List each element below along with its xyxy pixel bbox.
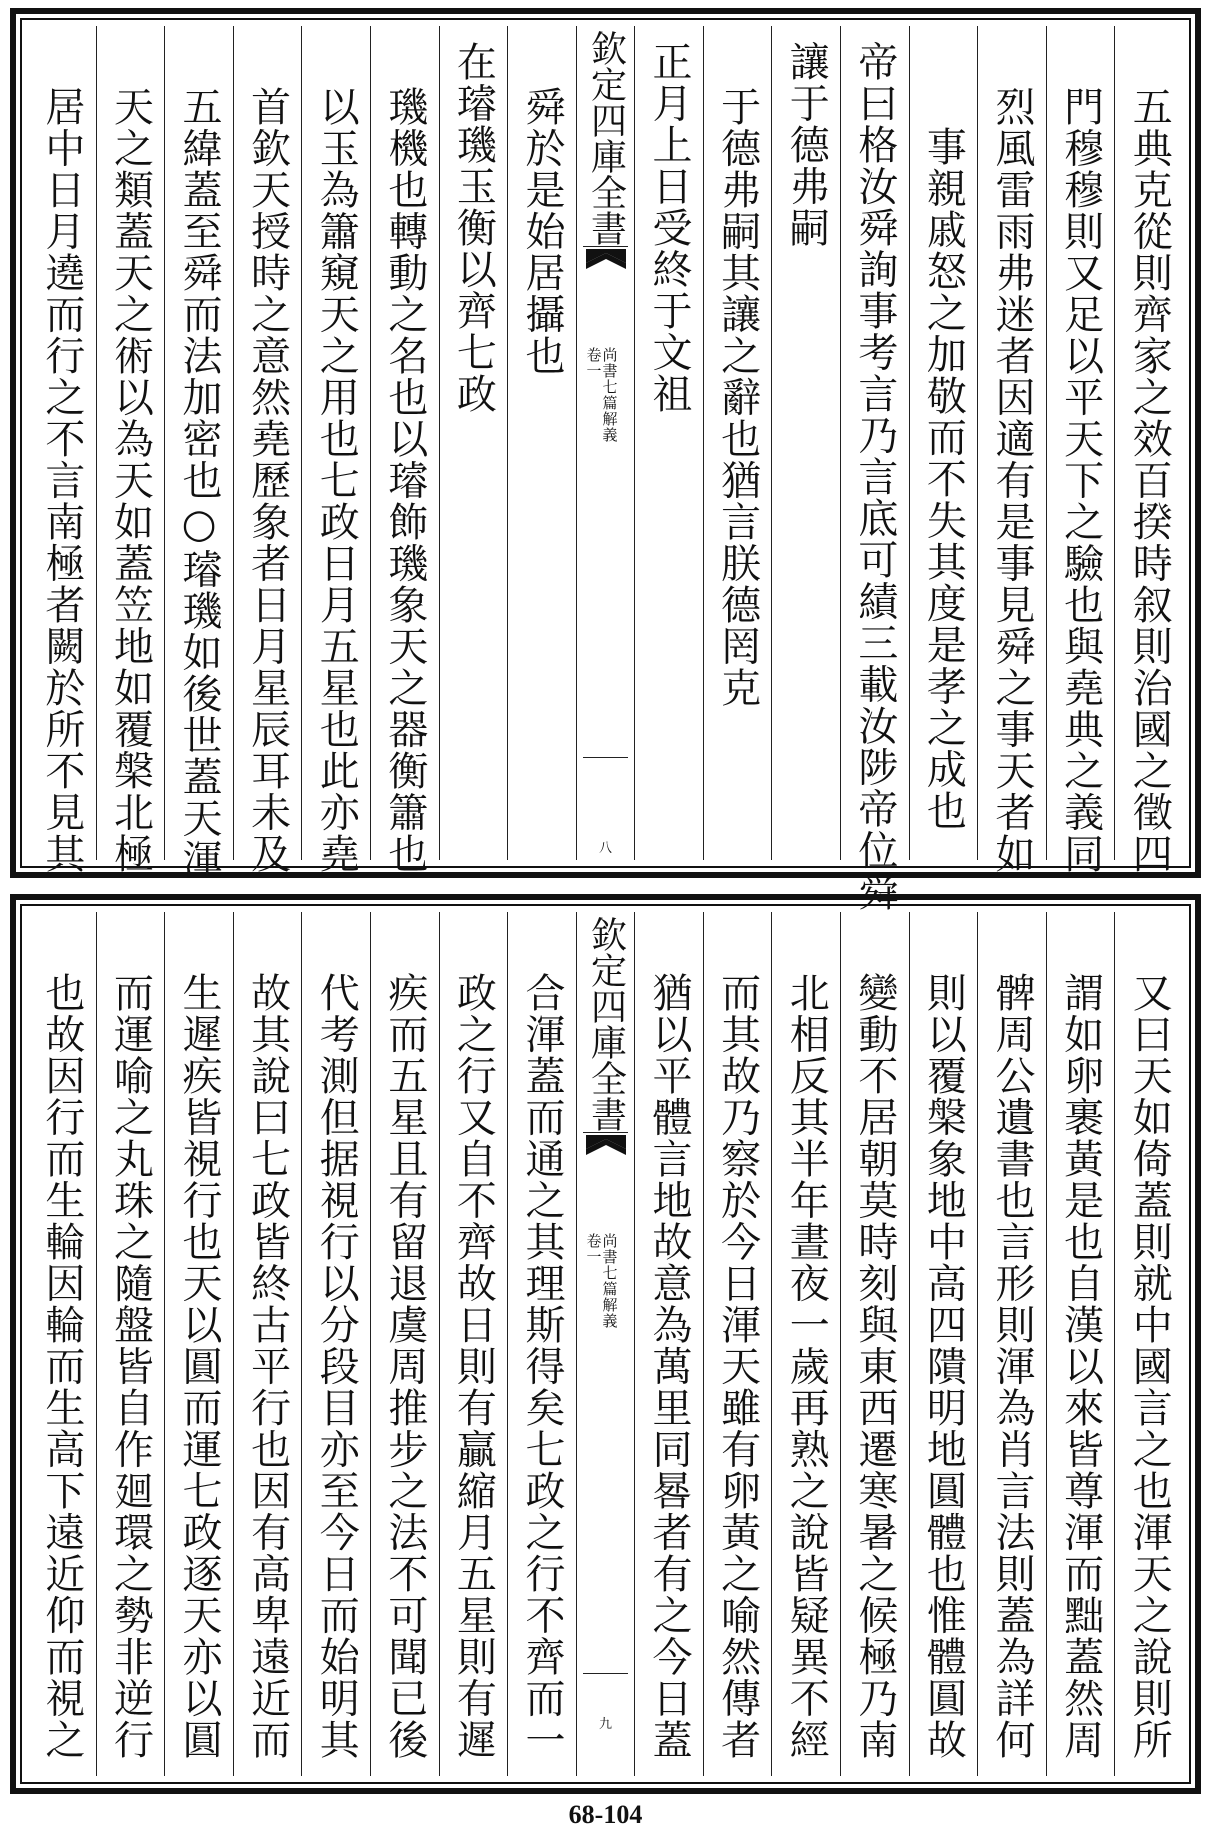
text-column [28,26,96,875]
text-column [1114,26,1183,875]
text-column [96,912,165,1776]
column-text: 門穆穆則又足以平天下之驗也與堯典之義同 [1057,86,1104,875]
page-reference-number: 68-104 [568,1800,643,1829]
center-box [583,246,628,856]
center-box [583,1132,628,1732]
text-column [909,26,978,860]
column-text: 則以覆槃象地中高四隤明地圓體也惟體圓故 [920,972,967,1761]
text-column [1046,912,1115,1776]
column-text: 居中日月遶而行之不言南極者闕於所不見其 [38,86,85,875]
text-column [1114,912,1183,1776]
text-column [301,912,370,1776]
text-column [840,912,909,1776]
text-column [301,26,370,875]
text-column [703,26,772,860]
text-column [28,912,96,1776]
column-text: 天之類蓋天之術以為天如蓋笠地如覆槃北極 [107,86,154,875]
bottom-page-block [10,894,1201,1794]
text-column [370,912,439,1776]
fish-tail-icon [586,1135,626,1183]
text-column [507,912,576,1776]
column-text: 疾而五星且有留退虞周推步之法不可聞已後 [381,972,428,1761]
column-text: 而其故乃察於今日渾天雖有卵黃之喻然傳者 [714,972,761,1761]
bottom-columns [28,912,1183,1776]
column-text: 謂如卵裹黃是也自漢以來皆尊渾而黜蓋然周 [1057,972,1104,1761]
column-text: 于德弗嗣其讓之辭也猶言朕德罔克 [714,86,761,709]
text-column [909,912,978,1776]
center-column [576,912,634,1776]
column-text: 髀周公遺書也言形則渾為肖言法則蓋為詳何 [989,972,1036,1761]
text-column [703,912,772,1776]
column-text: 變動不居朝莫時刻與東西遷寒暑之候極乃南 [851,972,898,1761]
column-text: 以玉為簫窺天之用也七政日月五星也此亦堯 [313,86,360,875]
text-column [1046,26,1115,875]
center-book-title: 尚書七篇解義 [600,1233,619,1329]
column-text: 故其說曰七政皆終古平行也因有高卑遠近而 [244,972,291,1761]
column-text: 五典克從則齊家之效百揆時叙則治國之徵四 [1126,86,1173,875]
text-column [164,26,233,881]
column-text: 舜於是始居攝也 [519,86,565,377]
text-column [96,26,165,875]
column-text: 也故因行而生輪因輪而生高下遠近仰而視之 [38,972,85,1761]
text-column [439,26,508,860]
text-column [771,912,840,1776]
text-column [233,26,302,875]
column-text: 烈風雷雨弗迷者因適有是事見舜之事天者如 [989,86,1036,875]
column-text: 生遲疾皆視行也天以圓而運七政逐天亦以圓 [176,972,223,1761]
column-text: 在璿璣玉衡以齊七政 [450,41,497,415]
column-text: 合渾蓋而通之其理斯得矣七政之行不齊而一 [519,972,565,1761]
text-column [370,26,439,875]
column-text: 五緯蓋至舜而法加密也○璿璣如後世蓋天渾 [176,86,223,881]
column-text: 代考測但据視行以分段目亦至今日而始明其 [313,972,360,1761]
column-text: 又曰天如倚蓋則就中國言之也渾天之說則所 [1126,972,1173,1761]
column-text: 帝曰格汝舜詢事考言乃言底可績三載汝陟帝位舜 [851,41,898,913]
center-page-number: 八 [599,841,613,856]
center-volume: 卷一 [584,347,603,379]
text-column [233,912,302,1776]
center-title: 欽定四庫全書 [585,30,627,246]
text-column [164,912,233,1776]
text-column [439,912,508,1776]
column-text: 首欽天授時之意然堯歷象者日月星辰耳未及 [244,86,291,875]
column-text: 讓于德弗嗣 [783,41,830,249]
column-text: 正月上日受終于文祖 [646,41,693,415]
column-text: 政之行又自不齊故日則有贏縮月五星則有遲 [450,972,497,1761]
center-volume: 卷一 [584,1233,603,1265]
column-text: 猶以平體言地故意為萬里同晷者有之今日蓋 [646,972,693,1761]
text-column [977,26,1046,875]
text-column [840,26,909,913]
column-text: 北相反其半年晝夜一歲再熟之說皆疑異不經 [783,972,830,1761]
column-text: 璣機也轉動之名也以璿飾璣象天之器衡簫也 [381,86,428,875]
top-page-block [10,8,1201,913]
center-title: 欽定四庫全書 [585,916,627,1132]
top-columns [28,26,1183,913]
text-column [634,26,703,860]
fish-tail-icon [586,249,626,297]
center-page-number: 九 [599,1717,613,1732]
text-column [634,912,703,1776]
center-book-title: 尚書七篇解義 [600,347,619,443]
column-text: 事親戚怒之加敬而不失其度是孝之成也 [920,126,967,832]
column-text: 而運喻之丸珠之隨盤皆自作廻環之勢非逆行 [107,972,154,1761]
text-column [507,26,576,860]
text-column [977,912,1046,1776]
center-column [576,26,634,860]
text-column [771,26,840,860]
